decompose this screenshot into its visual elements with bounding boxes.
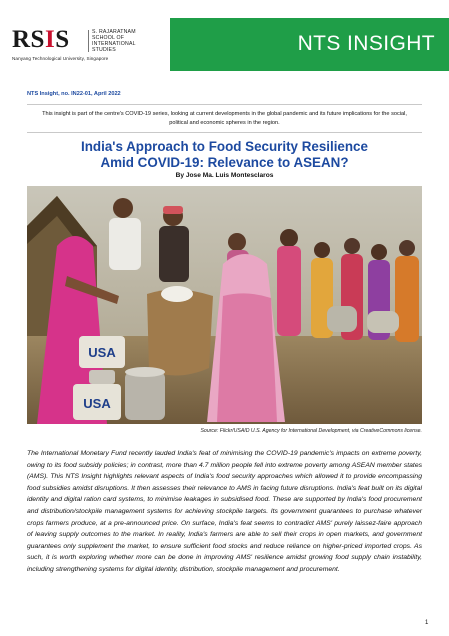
header-banner [170,18,449,71]
photo-caption: Source: Flickr/USAID U.S. Agency for International Development, via CreativeCommons license. [200,428,422,434]
divider-bottom [27,132,422,133]
article-title [40,139,409,171]
logo-university-name: Nanyang Technological University, Singapore [12,56,109,61]
title-line-2: Amid COVID-19: Relevance to ASEAN? [100,155,349,170]
page-number: 1 [425,620,429,626]
author-byline: By Jose Ma. Luis Montesclaros [175,172,274,179]
series-intro: This insight is part of the centre's COVID-19 series, looking at current developments in the global pandemic and its future implications for the social, political and economic spheres in the region. [42,111,407,126]
logo-divider [88,30,89,52]
issue-line: NTS Insight, no. IN22-01, April 2022 [27,91,121,97]
rsis-logo[interactable] [12,26,142,66]
cover-photo [27,186,422,424]
food-distribution-photo [27,186,422,424]
title-line-1: India's Approach to Food Security Resilience [81,139,368,154]
page-header [0,0,449,78]
logo-wordmark: RSIS [12,26,70,53]
divider-top [27,104,422,105]
sack-label-2: USA [83,396,111,411]
sack-label-1: USA [88,345,116,360]
banner-title: NTS INSIGHT [297,32,435,55]
grain-sack [147,286,213,376]
logo-school-name: S. RAJARATNAM SCHOOL OF INTERNATIONAL STUDIES [92,29,136,53]
abstract-text: The International Monetary Fund recently lauded India's feat of minimising the COVID-19 pandemic's impacts on extreme poverty, owing to its food subsidy policies; in contrast, more than 4.7 million people fell into extreme poverty among ASEAN member states (AMS). This NTS Insight highlights relevant aspects of India's food security approaches which allowed it to provide encompassing food subsidies amidst disruptions. It then assesses their relevance to AMS in facing future disruptions. India's feat built on its digital identity and digital ration card systems, to minimise leakages in subsidised food. These are supported by India's food procurement and distribution/stockpile management systems for achieving stockpile targets. Its government guarantees to purchase whatever crops farmers produce, at a pre-announced price. On surface, India's feat seems to contradict AMS' purely laissez-faire approach of leaving supply outcomes to the market. In reality, India's farmers are able to sell their crops in open markets, and government guarantees only supplement the market, to ensure sufficient food stocks and reduce reliance on higher-priced imported crops. As such, it is worth exploring whether more can be done in improving AMS' resilience amidst growing food supply chain instability, including strengthening systems for digital identity, distribution, stockpile management and procurement. [27,450,422,573]
